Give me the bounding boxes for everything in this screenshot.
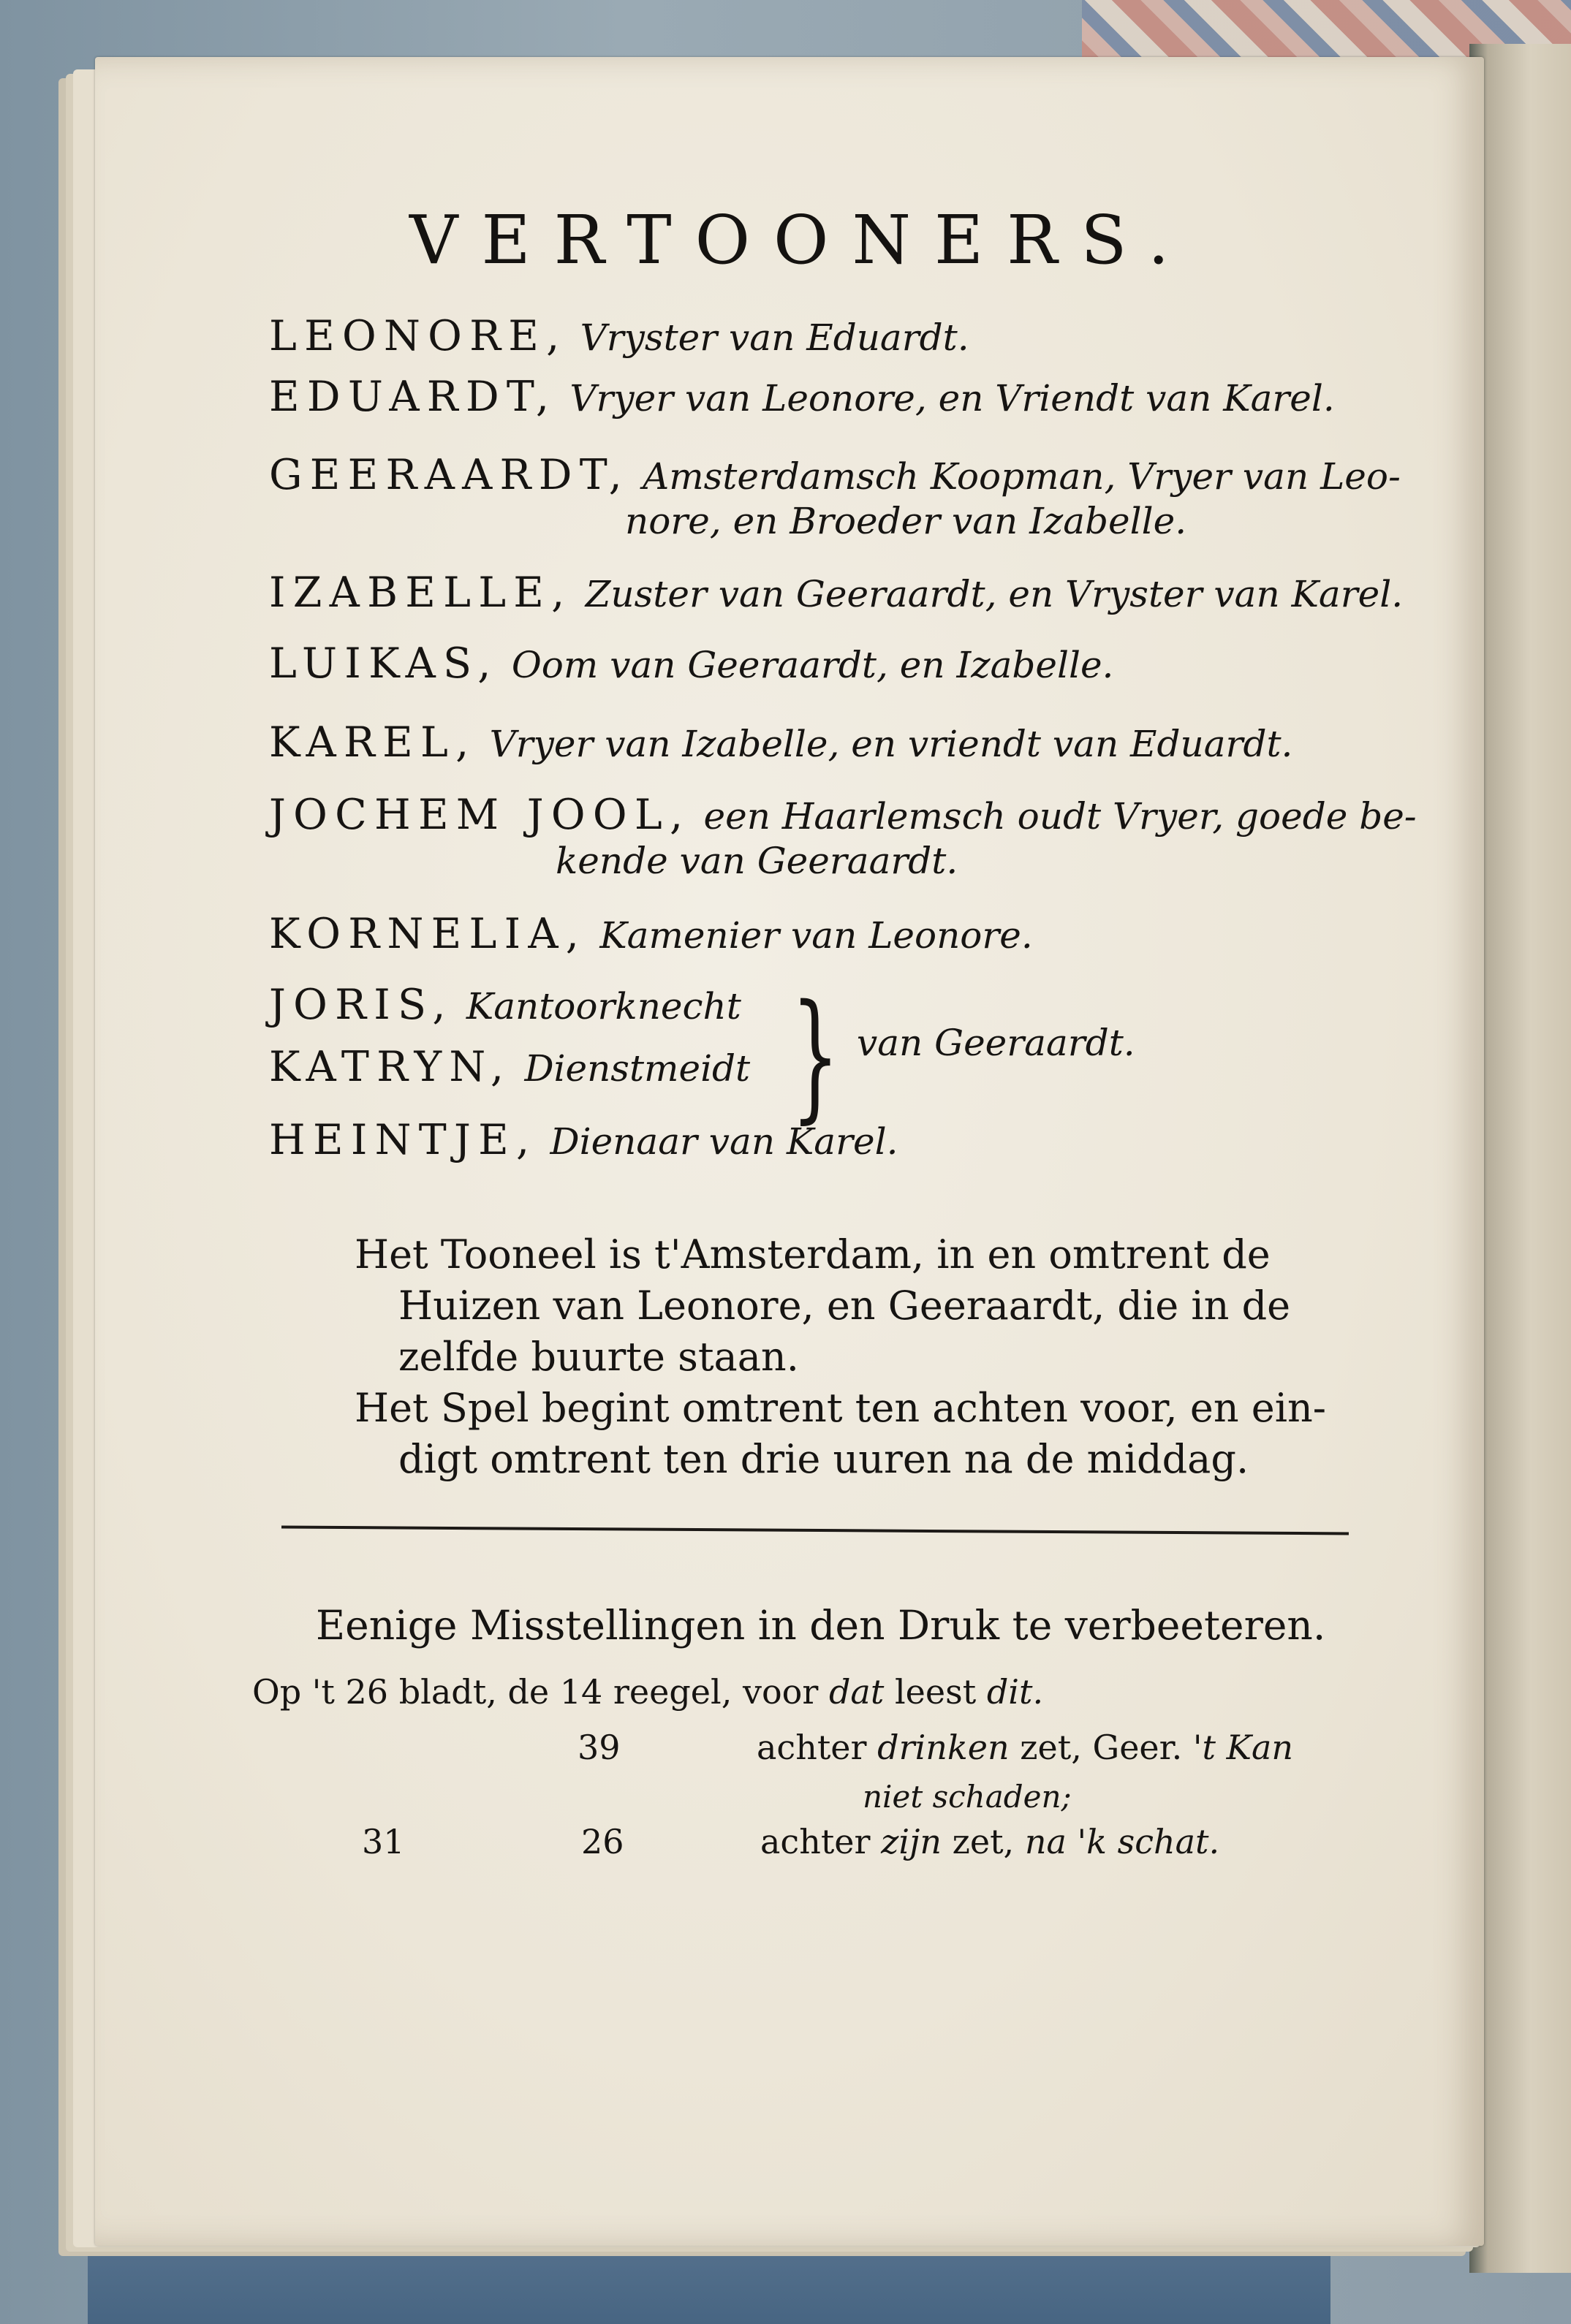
cast-entry-katryn bbox=[269, 1043, 751, 1091]
errata-row-2-continued: niet schaden; bbox=[863, 1779, 1072, 1815]
errata-text: achter bbox=[757, 1728, 867, 1767]
cast-entry-jochem-jool bbox=[269, 791, 1417, 839]
cast-name: GEERAARDT, bbox=[269, 451, 629, 499]
cast-description: Kantoorknecht bbox=[466, 985, 741, 1028]
errata-row-2 bbox=[757, 1728, 1293, 1767]
scene-line: Het Tooneel is t'Amsterdam, in en omtrent de bbox=[355, 1231, 1271, 1277]
page-title: VERTOONERS. bbox=[409, 201, 1193, 279]
cast-entry-leonore bbox=[269, 312, 969, 360]
cast-description: een Haarlemsch oudt Vryer, goede be- bbox=[703, 795, 1417, 838]
errata-text: dat bbox=[828, 1672, 885, 1712]
scene-line: digt omtrent ten drie uuren na de middag. bbox=[398, 1436, 1249, 1482]
errata-text: na 'k schat. bbox=[1024, 1822, 1220, 1861]
cast-name: HEINTJE, bbox=[269, 1116, 537, 1164]
cast-description: Oom van Geeraardt, en Izabelle. bbox=[511, 644, 1114, 686]
cast-entry-geeraardt bbox=[269, 451, 1401, 499]
cast-entry-heintje bbox=[269, 1116, 898, 1164]
errata-text: leest bbox=[894, 1672, 977, 1712]
cast-name: LUIKAS, bbox=[269, 639, 499, 688]
cast-name: KORNELIA, bbox=[269, 910, 587, 958]
cast-name: EDUARDT, bbox=[269, 373, 557, 421]
cast-entry-joris bbox=[269, 981, 741, 1029]
errata-text: 't Kan bbox=[1192, 1728, 1293, 1767]
facing-page-edge bbox=[1469, 44, 1571, 2273]
cast-description: Vryster van Eduardt. bbox=[580, 316, 969, 359]
errata-title: Eenige Misstellingen in den Druk te verbeeteren. bbox=[316, 1602, 1326, 1649]
cast-description: Amsterdamsch Koopman, Vryer van Leo- bbox=[643, 455, 1401, 498]
cast-name: JORIS, bbox=[269, 981, 453, 1029]
errata-text: zijn bbox=[881, 1822, 942, 1861]
errata-text: zet, Geer. bbox=[1020, 1728, 1183, 1767]
cast-entry-luikas bbox=[269, 639, 1114, 688]
cast-description-continued: kende van Geeraardt. bbox=[556, 840, 958, 882]
errata-line-number: 39 bbox=[578, 1728, 621, 1767]
errata-page-number: 31 bbox=[362, 1822, 405, 1861]
errata-text: Op 't 26 bladt, de 14 reegel, voor bbox=[252, 1672, 819, 1712]
cast-entry-izabelle bbox=[269, 569, 1404, 617]
cast-entry-eduardt bbox=[269, 373, 1335, 421]
errata-text: achter bbox=[760, 1822, 871, 1861]
cast-description: Kamenier van Leonore. bbox=[599, 914, 1033, 957]
scene-line: Het Spel begint omtrent ten achten voor, en ein- bbox=[355, 1385, 1327, 1431]
cast-entry-kornelia bbox=[269, 910, 1033, 958]
errata-text: zet, bbox=[952, 1822, 1015, 1861]
cast-description: Dienaar van Karel. bbox=[550, 1120, 898, 1163]
cast-name: LEONORE, bbox=[269, 312, 567, 360]
cast-entry-karel bbox=[269, 718, 1293, 767]
errata-row-1 bbox=[252, 1672, 1044, 1712]
cast-description: Dienstmeidt bbox=[524, 1047, 751, 1090]
errata-text: drinken bbox=[877, 1728, 1010, 1767]
cast-name: JOCHEM JOOL, bbox=[269, 791, 691, 839]
cast-description-continued: nore, en Broeder van Izabelle. bbox=[625, 500, 1187, 542]
cast-name: KATRYN, bbox=[269, 1043, 512, 1091]
cast-name: IZABELLE, bbox=[269, 569, 572, 617]
errata-text: dit. bbox=[986, 1672, 1044, 1712]
brace-annotation: van Geeraardt. bbox=[857, 1022, 1135, 1064]
cast-description: Zuster van Geeraardt, en Vryster van Karel. bbox=[585, 573, 1404, 615]
cast-name: KAREL, bbox=[269, 718, 477, 767]
scene-line: zelfde buurte staan. bbox=[398, 1334, 799, 1380]
errata-line-number: 26 bbox=[581, 1822, 624, 1861]
scene-line: Huizen van Leonore, en Geeraardt, die in de bbox=[398, 1283, 1291, 1329]
cast-description: Vryer van Leonore, en Vriendt van Karel. bbox=[569, 377, 1335, 419]
cast-description: Vryer van Izabelle, en vriendt van Eduardt. bbox=[489, 723, 1293, 765]
errata-row-3 bbox=[760, 1822, 1220, 1861]
curly-brace: } bbox=[791, 975, 840, 1136]
